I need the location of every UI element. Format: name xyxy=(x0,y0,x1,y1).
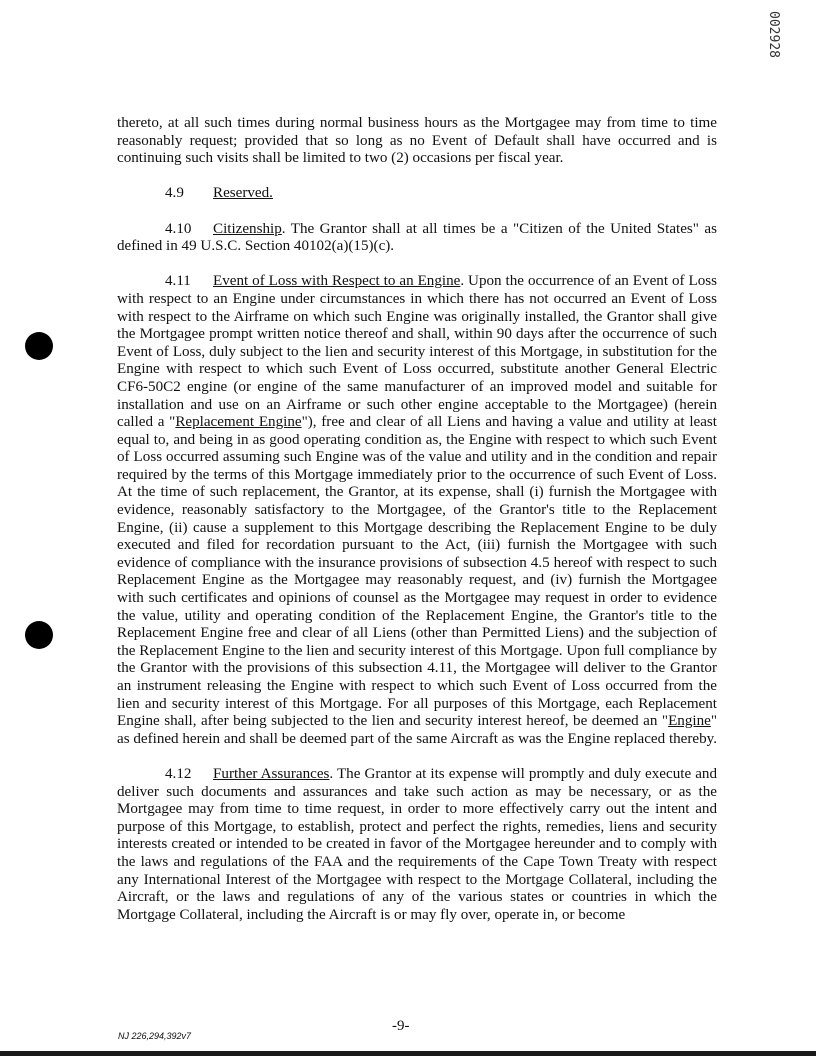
section-body: . The Grantor shall at all times be a "Citizen of the United States" as defined in 49 U.S.C. Section 40102(a)(15)(c). xyxy=(117,220,717,255)
defined-term-engine: Engine xyxy=(668,713,711,730)
section-heading: Further Assurances xyxy=(213,765,330,782)
section-body: . The Grantor at its expense will promptly and duly execute and deliver such documents and assurances and take such action as may be necessary, or as the Mortgagee may from time to time request, in order to more effectively carry out the intent and purpose of this Mortgage, to establish, protect and perfect the rights, remedies, liens and security interests created or intended to be created in favor of the Mortgagee hereunder and to comply with the laws and regulations of the FAA and the requirements of the Cape Town Treaty with respect any International Interest of the Mortgagee with respect to the Mortgage Collateral, including the Aircraft, or the laws and regulations of any of the various states or countries in which the Mortgage Collateral, including the Aircraft is or may fly over, operate in, or become xyxy=(117,765,717,923)
bates-number: 002928 xyxy=(765,10,781,58)
section-number: 4.10 xyxy=(165,220,192,237)
section-body-part-1: . Upon the occurrence of an Event of Loss with respect to an Engine under circumstances in which there has not occurred an Event of Loss with respect to the Airframe on which such Engine was originally installed, the Grantor shall give the Mortgagee prompt written notice thereof and shall, within 90 days after the occurrence of such Event of Loss, duly subject to the lien and security interest of this Mortgage, in substitution for the Engine with respect to which such Event of Loss occurred, substitute another General Electric CF6-50C2 engine (or engine of the same manufacturer of an improved model and suitable for installation and use on an Airframe or such other engine acceptable to the Mortgagee) (herein called a " xyxy=(117,273,718,431)
document-body xyxy=(117,115,717,942)
section-body-part-2: "), free and clear of all Liens and having a value and utility at least equal to, and being in as good operating condition as, the Engine with respect to which such Event of Loss occurred assuming such Engine was of the value and utility and in the condition and repair required by the terms of this Mortgage immediately prior to the occurrence of such Event of Loss. At the time of such replacement, the Grantor, at its expense, shall (i) furnish the Mortgagee with evidence, reasonably satisfactory to the Mortgagee, of the Grantor's title to the Replacement Engine, (ii) cause a supplement to this Mortgage describing the Replacement Engine to be duly executed and filed for recordation pursuant to the Act, (iii) furnish the Mortgagee with such evidence of compliance with the insurance provisions of subsection 4.5 hereof with respect to such Replacement Engine as the Mortgagee may reasonably request, and (iv) furnish the Mortgagee with such certificates and opinions of counsel as the Mortgagee may request in order to evidence the value, utility and operating condition of the Replacement Engine, the Grantor's title to the Replacement Engine free and clear of all Liens (other than Permitted Liens) and the subjection of the Replacement Engine to the lien and security interest of this Mortgage. Upon full compliance by the Grantor with the provisions of this subsection 4.11, the Mortgagee will deliver to the Grantor an instrument releasing the Engine with respect to which such Event of Loss occurred from the lien and security interest of this Mortgage. For all purposes of this Mortgage, each Replacement Engine shall, after being subjected to the lien and security interest hereof, be deemed an " xyxy=(117,414,717,730)
binder-hole-bottom xyxy=(25,621,53,649)
page-number: -9- xyxy=(392,1018,410,1034)
defined-term-replacement-engine: Replacement Engine xyxy=(175,414,302,431)
bates-stamp xyxy=(762,2,784,66)
section-number: 4.11 xyxy=(165,273,191,290)
section-body-part-3: " as defined herein and shall be deemed part of the same Aircraft as was the Engine replaced thereby. xyxy=(117,713,717,747)
section-4-11 xyxy=(117,273,717,748)
section-number: 4.9 xyxy=(165,185,184,202)
section-4-9 xyxy=(117,185,717,203)
section-heading: Citizenship xyxy=(213,220,282,237)
section-heading: Reserved. xyxy=(213,185,273,202)
section-4-12 xyxy=(117,766,717,924)
section-4-10 xyxy=(117,221,717,256)
continuation-paragraph: thereto, at all such times during normal business hours as the Mortgagee may from time to time reasonably request; provided that so long as no Event of Default shall have occurred and is continuing such visits shall be limited to two (2) occasions per fiscal year. xyxy=(117,115,717,167)
section-heading: Event of Loss with Respect to an Engine xyxy=(213,273,461,290)
document-id: NJ 226,294,392v7 xyxy=(118,1031,192,1041)
section-number: 4.12 xyxy=(165,765,192,782)
binder-hole-top xyxy=(25,332,53,360)
scan-edge-rule xyxy=(0,1051,816,1056)
